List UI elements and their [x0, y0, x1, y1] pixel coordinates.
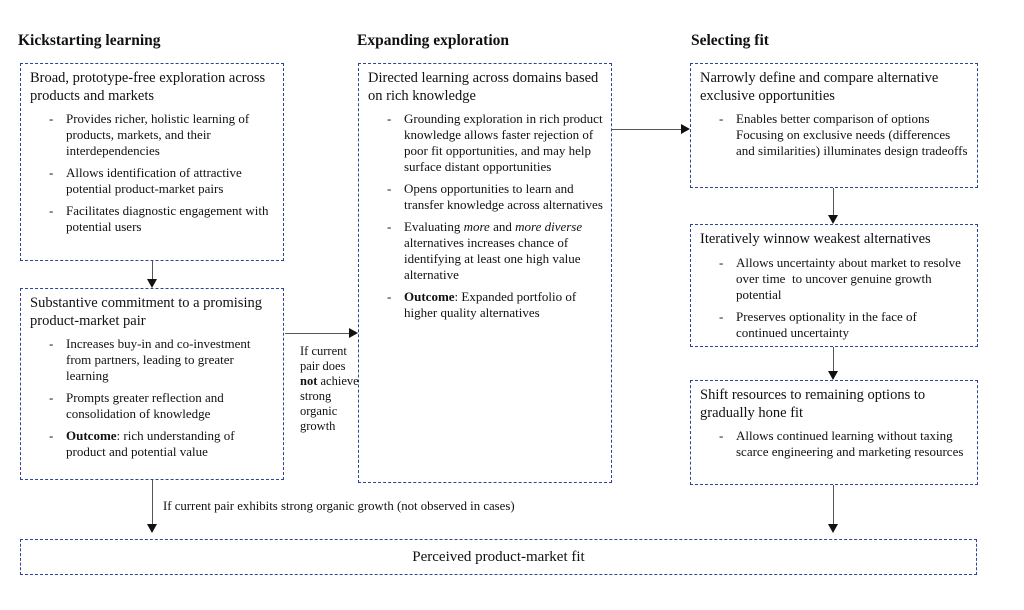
bullet-text: Allows continued learning without taxing scarce engineering and marketing resources	[736, 428, 964, 460]
bullet-item	[700, 255, 969, 303]
bullet-text: Increases buy-in and co-investment from partners, leading to greater learning	[66, 336, 254, 384]
outcome-box-title: Perceived product-market fit	[412, 548, 585, 565]
bullet-dash: -	[49, 111, 54, 127]
bullet-text: Allows uncertainty about market to resolve over time to uncover genuine growth potential	[736, 254, 965, 302]
box-title: Substantive commitment to a promising product-market pair	[30, 295, 262, 329]
bullet-dash: -	[719, 308, 724, 324]
column-heading-expanding: Expanding exploration	[357, 32, 510, 49]
bullet-text: Provides richer, holistic learning of products, markets, and their interdependencies	[66, 111, 253, 159]
bullet-item	[30, 203, 275, 235]
bullet-item	[30, 111, 275, 159]
bullet-text: Opens opportunities to learn and transfer knowledge across alternatives	[404, 181, 603, 213]
bullet-item	[700, 111, 969, 159]
bullet-text: Prompts greater reflection and consolidation of knowledge	[66, 390, 227, 422]
bullet-item	[368, 219, 603, 283]
column-heading-kickstarting: Kickstarting learning	[18, 32, 161, 49]
bullet-dash: -	[387, 219, 392, 235]
bullet-item	[30, 336, 275, 384]
bullet-dash: -	[49, 336, 54, 352]
bullet-text: Evaluating more and more diverse alternatives increases chance of identifying at least one high value alternative	[404, 219, 586, 283]
bullet-text: Preserves optionality in the face of continued uncertainty	[736, 308, 921, 340]
bullet-item	[700, 428, 969, 460]
bullet-item	[368, 289, 603, 321]
bullet-text: Allows identification of attractive potential product-market pairs	[66, 165, 246, 197]
bullet-item	[700, 309, 969, 341]
bullet-text: Grounding exploration in rich product knowledge allows faster rejection of poor fit opportunities, and may help surface distant opportunities	[404, 111, 606, 175]
box-broad-exploration	[20, 63, 284, 261]
bullet-text: Enables better comparison of options Focusing on exclusive needs (differences and similarities) illuminates design tradeoffs	[736, 111, 968, 159]
box-title: Iteratively winnow weakest alternatives	[700, 231, 931, 247]
bullet-dash: -	[719, 111, 724, 127]
box-title: Narrowly define and compare alternative exclusive opportunities	[700, 70, 939, 104]
box-title: Directed learning across domains based on rich knowledge	[368, 70, 599, 104]
bullet-text: Outcome: rich understanding of product and potential value	[66, 428, 238, 460]
bullet-dash: -	[719, 428, 724, 444]
bullet-dash: -	[49, 428, 54, 444]
box-perceived-product-market-fit	[20, 539, 977, 575]
bullet-dash: -	[719, 254, 724, 270]
box-substantive-commitment	[20, 288, 284, 480]
box-title: Shift resources to remaining options to gradually hone fit	[700, 387, 926, 421]
column-heading-selecting: Selecting fit	[691, 32, 769, 49]
label-strong-organic-growth: If current pair exhibits strong organic growth (not observed in cases)	[163, 499, 515, 513]
bullet-text: Facilitates diagnostic engagement with potential users	[66, 203, 272, 235]
box-title: Broad, prototype-free exploration across products and markets	[30, 70, 266, 104]
bullet-dash: -	[387, 181, 392, 197]
bullet-item	[368, 181, 603, 213]
bullet-item	[30, 390, 275, 422]
box-shift-resources	[690, 380, 978, 485]
bullet-dash: -	[49, 203, 54, 219]
bullet-item	[368, 111, 606, 175]
label-no-organic-growth: If current pair does not achieve strong organic growth	[300, 344, 359, 433]
bullet-dash: -	[387, 111, 392, 127]
bullet-dash: -	[387, 289, 392, 305]
box-iteratively-winnow	[690, 224, 978, 347]
box-directed-learning	[358, 63, 612, 483]
bullet-text: Outcome: Expanded portfolio of higher quality alternatives	[404, 289, 580, 321]
bullet-dash: -	[49, 390, 54, 406]
bullet-item	[30, 165, 275, 197]
bullet-dash: -	[49, 165, 54, 181]
box-narrowly-define	[690, 63, 978, 188]
bullet-item	[30, 428, 275, 460]
